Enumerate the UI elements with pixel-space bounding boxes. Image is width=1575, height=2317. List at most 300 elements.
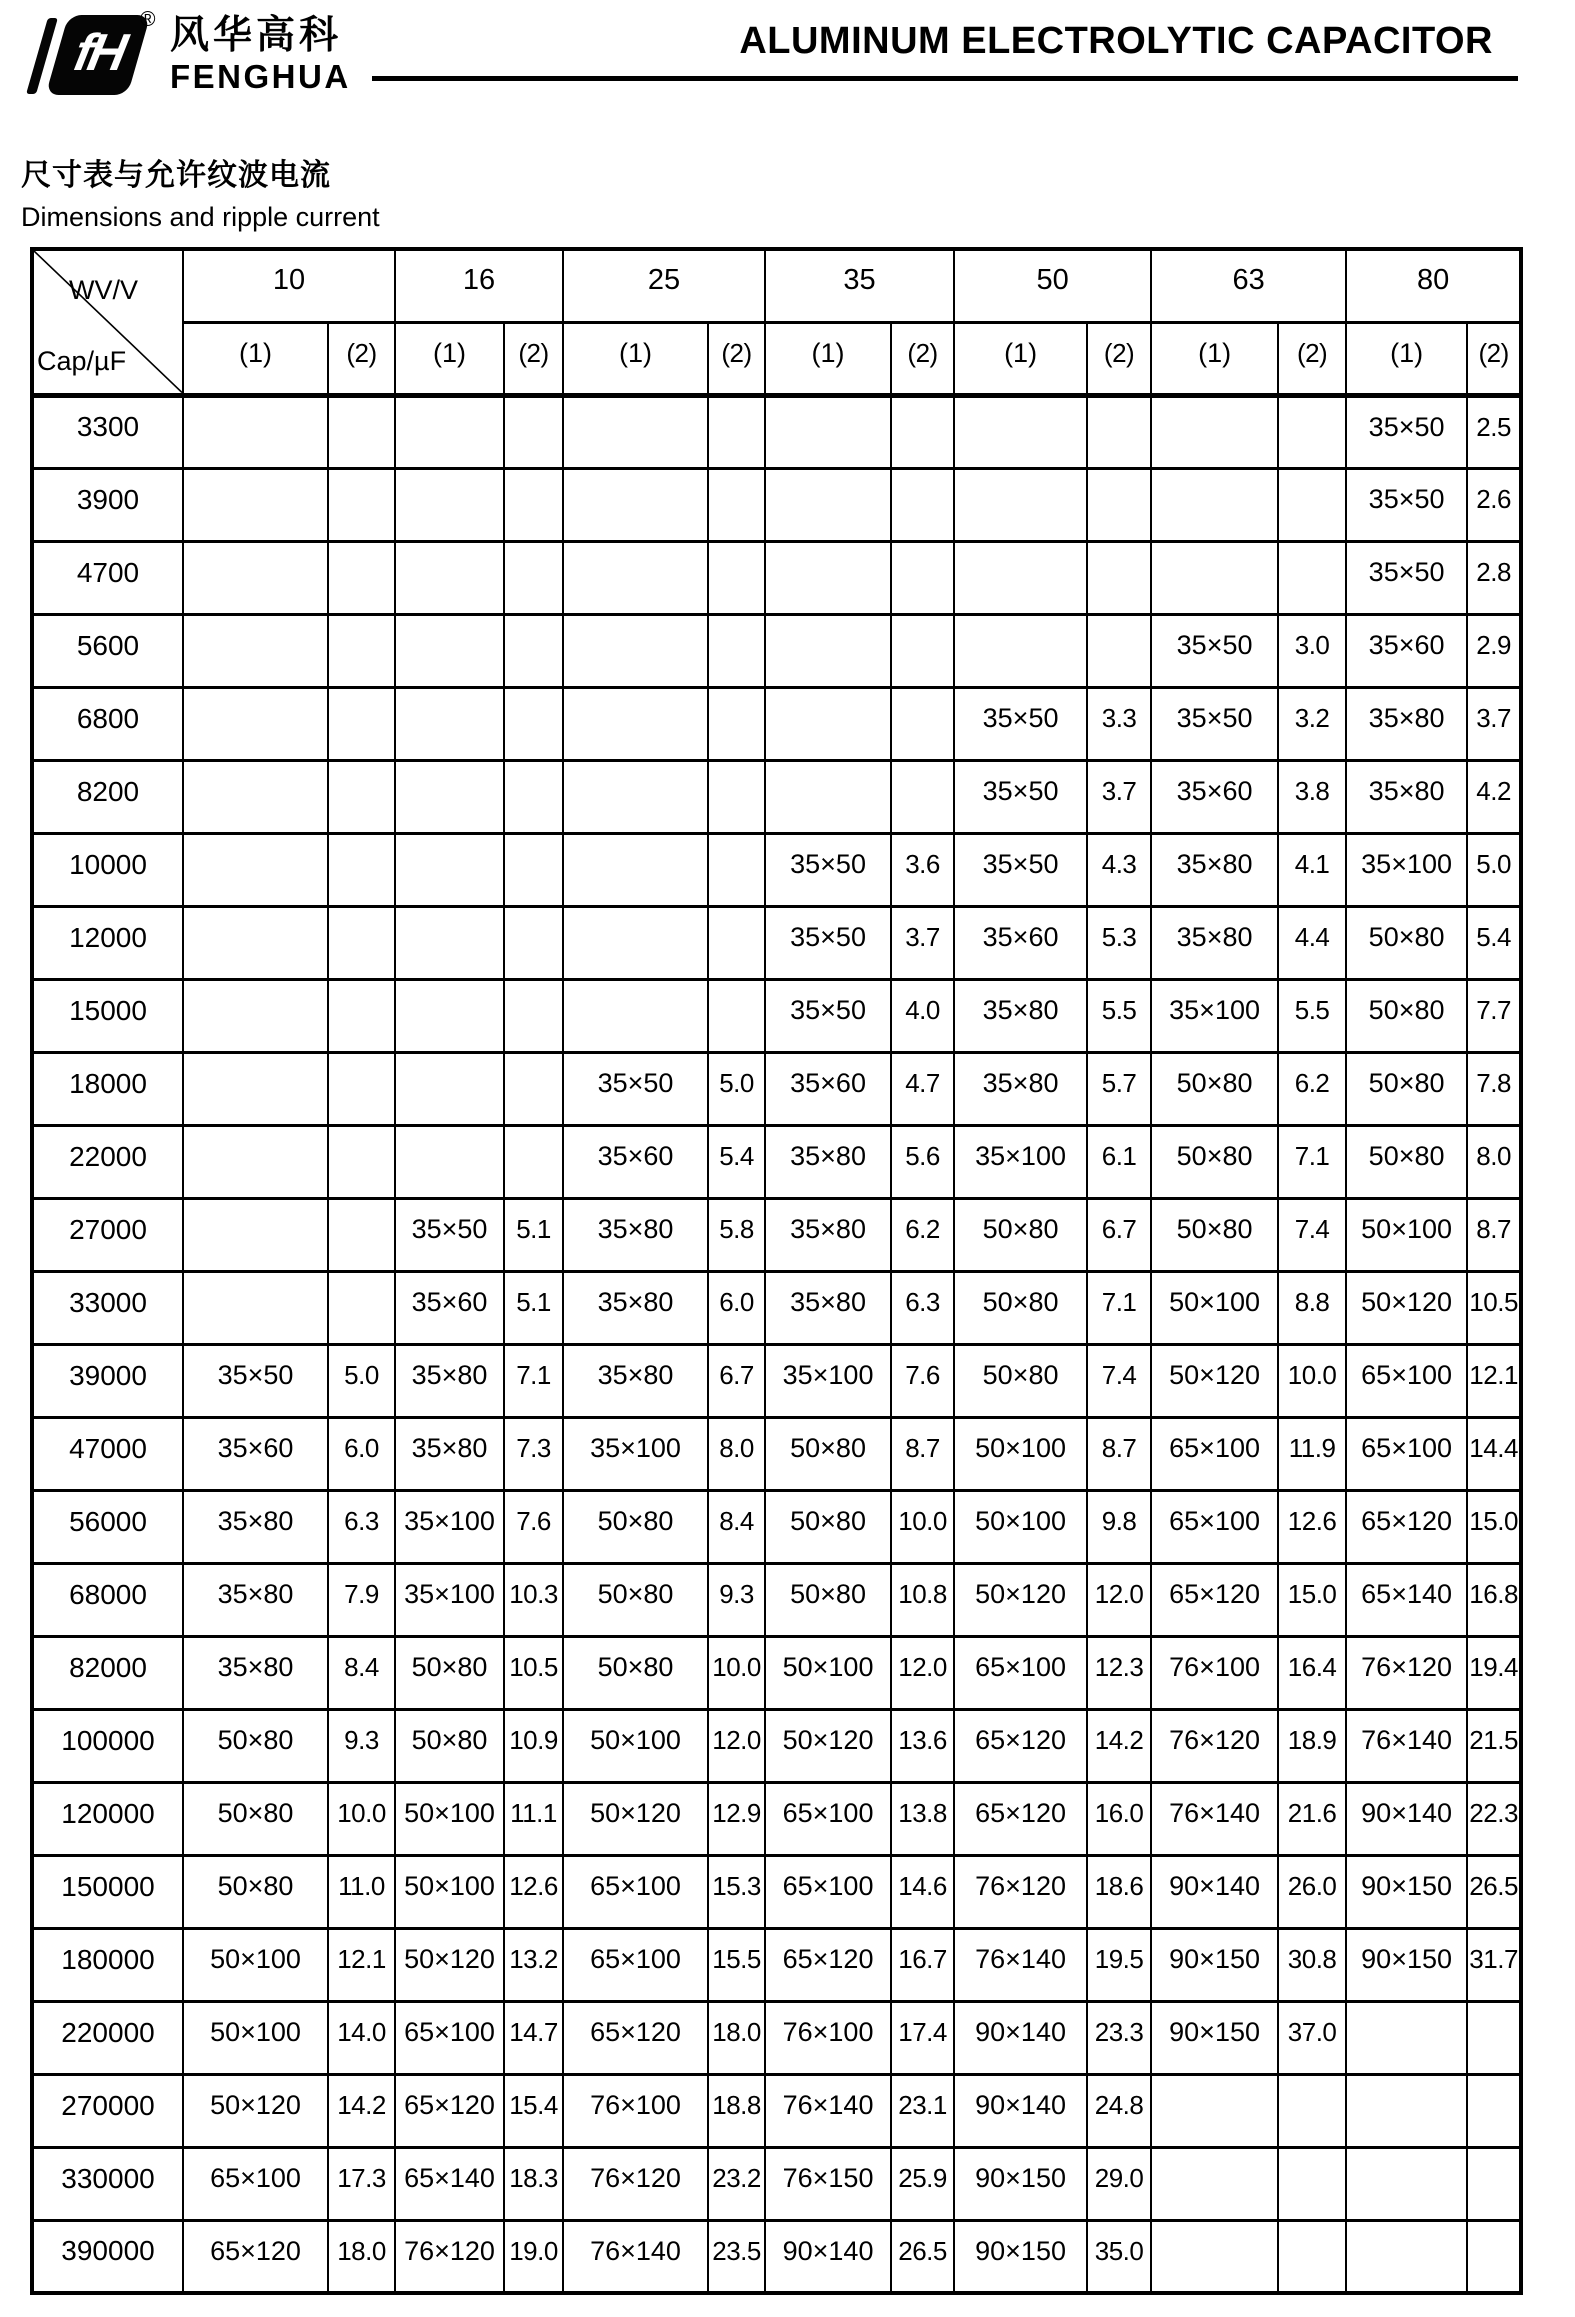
voltage-header-10: 10 [183,249,395,322]
ripple-current-cell: 10.0 [708,1636,765,1709]
ripple-current-cell: 14.2 [1087,1709,1151,1782]
subcol-label-3-1: (1) [563,322,708,395]
case-size-cell: 35×100 [395,1490,504,1563]
table-row [32,1271,1521,1344]
cap-value: 22000 [32,1125,183,1198]
ripple-current-cell [708,468,765,541]
ripple-current-cell: 12.0 [891,1636,954,1709]
ripple-current-cell: 19.0 [504,2220,563,2293]
ripple-current-cell: 3.7 [1087,760,1151,833]
ripple-current-cell: 30.8 [1278,1928,1346,2001]
ripple-current-cell [504,1052,563,1125]
ripple-current-cell: 4.2 [1467,760,1521,833]
case-size-cell: 35×80 [183,1636,328,1709]
case-size-cell: 50×100 [765,1636,891,1709]
ripple-current-cell: 26.5 [891,2220,954,2293]
ripple-current-cell: 26.0 [1278,1855,1346,1928]
ripple-current-cell: 6.7 [1087,1198,1151,1271]
ripple-current-cell: 10.8 [891,1563,954,1636]
case-size-cell [1151,541,1278,614]
ripple-current-cell [1087,395,1151,468]
ripple-current-cell [708,979,765,1052]
ripple-current-cell: 29.0 [1087,2147,1151,2220]
ripple-current-cell: 2.5 [1467,395,1521,468]
case-size-cell [1346,2074,1467,2147]
ripple-current-cell [891,687,954,760]
case-size-cell: 50×120 [1151,1344,1278,1417]
case-size-cell [183,1125,328,1198]
case-size-cell: 35×80 [395,1417,504,1490]
brand-name-latin: FENGHUA [170,57,351,95]
case-size-cell [563,395,708,468]
ripple-current-cell: 19.4 [1467,1636,1521,1709]
table-row [32,1563,1521,1636]
ripple-current-cell [328,760,395,833]
table-row [32,1709,1521,1782]
ripple-current-cell [708,687,765,760]
table-row [32,2220,1521,2293]
ripple-current-cell: 5.5 [1087,979,1151,1052]
subcol-label-2-1: (1) [395,322,504,395]
case-size-cell: 76×140 [1346,1709,1467,1782]
ripple-current-cell: 5.4 [708,1125,765,1198]
case-size-cell [1346,2001,1467,2074]
table-row [32,1125,1521,1198]
subcol-label-1-1: (1) [183,322,328,395]
case-size-cell: 35×80 [183,1490,328,1563]
ripple-current-cell: 7.6 [504,1490,563,1563]
ripple-current-cell: 19.5 [1087,1928,1151,2001]
table-row [32,687,1521,760]
case-size-cell: 76×120 [954,1855,1087,1928]
case-size-cell [765,687,891,760]
case-size-cell: 35×80 [563,1198,708,1271]
case-size-cell: 50×80 [1346,1125,1467,1198]
page-title: ALUMINUM ELECTROLYTIC CAPACITOR [739,20,1493,62]
ripple-current-cell: 14.0 [328,2001,395,2074]
case-size-cell: 35×80 [1346,760,1467,833]
ripple-current-cell [504,979,563,1052]
ripple-current-cell [891,614,954,687]
ripple-current-cell: 17.3 [328,2147,395,2220]
header-divider [372,76,1518,81]
ripple-current-cell: 16.0 [1087,1782,1151,1855]
ripple-current-cell: 5.5 [1278,979,1346,1052]
section-title-english: Dimensions and ripple current [21,202,380,232]
case-size-cell: 35×50 [765,979,891,1052]
case-size-cell [563,906,708,979]
case-size-cell: 35×50 [954,833,1087,906]
subcol-label-6-2: (2) [1278,322,1346,395]
case-size-cell: 90×140 [1151,1855,1278,1928]
ripple-current-cell [708,833,765,906]
case-size-cell: 35×80 [563,1271,708,1344]
case-size-cell: 65×120 [954,1709,1087,1782]
subheader-row [32,322,1521,395]
ripple-current-cell: 13.8 [891,1782,954,1855]
case-size-cell: 90×150 [1151,1928,1278,2001]
case-size-cell [563,687,708,760]
case-size-cell [1346,2220,1467,2293]
case-size-cell: 65×100 [1346,1417,1467,1490]
case-size-cell [395,687,504,760]
cap-value: 5600 [32,614,183,687]
case-size-cell [563,468,708,541]
ripple-current-cell: 5.1 [504,1198,563,1271]
case-size-cell: 50×120 [563,1782,708,1855]
case-size-cell [395,760,504,833]
case-size-cell: 50×80 [765,1563,891,1636]
case-size-cell [765,468,891,541]
case-size-cell: 65×100 [563,1928,708,2001]
brand-block [170,16,351,93]
ripple-current-cell: 12.6 [504,1855,563,1928]
case-size-cell: 35×80 [765,1198,891,1271]
table-row [32,1198,1521,1271]
case-size-cell [395,979,504,1052]
brand-name-chinese: 风华高科 [170,14,343,57]
case-size-cell [183,979,328,1052]
case-size-cell: 50×80 [563,1563,708,1636]
ripple-current-cell [328,833,395,906]
case-size-cell: 50×80 [183,1855,328,1928]
case-size-cell: 65×120 [1151,1563,1278,1636]
case-size-cell: 50×80 [765,1490,891,1563]
ripple-current-cell: 10.0 [328,1782,395,1855]
ripple-current-cell [328,1125,395,1198]
ripple-current-cell: 7.8 [1467,1052,1521,1125]
ripple-current-cell: 12.9 [708,1782,765,1855]
ripple-current-cell: 7.9 [328,1563,395,1636]
ripple-current-cell: 14.2 [328,2074,395,2147]
case-size-cell [1151,2074,1278,2147]
ripple-current-cell [328,1198,395,1271]
table-row [32,468,1521,541]
cap-value: 3300 [32,395,183,468]
ripple-current-cell: 8.7 [1467,1198,1521,1271]
case-size-cell: 65×100 [395,2001,504,2074]
ripple-current-cell: 6.2 [1278,1052,1346,1125]
ripple-current-cell: 6.3 [328,1490,395,1563]
cap-value: 4700 [32,541,183,614]
ripple-current-cell: 16.4 [1278,1636,1346,1709]
case-size-cell: 35×100 [395,1563,504,1636]
case-size-cell: 50×80 [954,1344,1087,1417]
case-size-cell [1151,468,1278,541]
ripple-current-cell: 3.0 [1278,614,1346,687]
ripple-current-cell [504,760,563,833]
ripple-current-cell: 6.3 [891,1271,954,1344]
case-size-cell: 35×80 [563,1344,708,1417]
ripple-current-cell [1087,541,1151,614]
case-size-cell: 50×80 [183,1782,328,1855]
table-row [32,614,1521,687]
ripple-current-cell: 10.5 [1467,1271,1521,1344]
case-size-cell: 35×60 [395,1271,504,1344]
table-row [32,2074,1521,2147]
voltage-header-35: 35 [765,249,954,322]
ripple-current-cell: 10.0 [1278,1344,1346,1417]
ripple-current-cell [1278,2074,1346,2147]
case-size-cell: 65×120 [765,1928,891,2001]
case-size-cell: 50×80 [954,1271,1087,1344]
case-size-cell: 65×100 [183,2147,328,2220]
ripple-current-cell: 4.7 [891,1052,954,1125]
case-size-cell: 50×100 [954,1417,1087,1490]
case-size-cell: 50×80 [395,1636,504,1709]
case-size-cell: 35×80 [954,979,1087,1052]
table-row [32,1928,1521,2001]
case-size-cell: 76×140 [563,2220,708,2293]
ripple-current-cell [891,760,954,833]
case-size-cell: 35×50 [765,833,891,906]
ripple-current-cell: 15.5 [708,1928,765,2001]
cap-value: 3900 [32,468,183,541]
case-size-cell: 76×120 [395,2220,504,2293]
ripple-current-cell: 35.0 [1087,2220,1151,2293]
case-size-cell [395,833,504,906]
subcol-label-2-2: (2) [504,322,563,395]
ripple-current-cell: 13.2 [504,1928,563,2001]
case-size-cell: 35×50 [1346,468,1467,541]
case-size-cell: 35×60 [954,906,1087,979]
case-size-cell: 76×150 [765,2147,891,2220]
table-body [32,395,1521,2293]
case-size-cell [1346,2147,1467,2220]
case-size-cell: 65×100 [563,1855,708,1928]
ripple-current-cell: 2.6 [1467,468,1521,541]
ripple-current-cell: 10.9 [504,1709,563,1782]
case-size-cell [954,541,1087,614]
ripple-current-cell: 21.6 [1278,1782,1346,1855]
ripple-current-cell: 6.2 [891,1198,954,1271]
ripple-current-cell: 11.9 [1278,1417,1346,1490]
case-size-cell: 50×80 [954,1198,1087,1271]
case-size-cell: 90×150 [1346,1928,1467,2001]
case-size-cell [183,541,328,614]
ripple-current-cell: 8.0 [708,1417,765,1490]
ripple-current-cell [891,468,954,541]
table-row [32,1490,1521,1563]
ripple-current-cell: 12.0 [708,1709,765,1782]
ripple-current-cell: 8.4 [328,1636,395,1709]
ripple-current-cell [504,395,563,468]
case-size-cell: 50×120 [183,2074,328,2147]
dimensions-ripple-table [30,247,1523,2295]
ripple-current-cell: 5.1 [504,1271,563,1344]
ripple-current-cell: 18.0 [708,2001,765,2074]
cap-value: 150000 [32,1855,183,1928]
case-size-cell: 90×150 [1151,2001,1278,2074]
ripple-current-cell [328,1052,395,1125]
case-size-cell: 90×140 [954,2001,1087,2074]
case-size-cell: 50×120 [954,1563,1087,1636]
ripple-current-cell: 3.6 [891,833,954,906]
voltage-header-80: 80 [1346,249,1521,322]
case-size-cell: 35×60 [1346,614,1467,687]
case-size-cell: 35×100 [1346,833,1467,906]
ripple-current-cell: 18.9 [1278,1709,1346,1782]
case-size-cell: 35×80 [395,1344,504,1417]
case-size-cell: 50×80 [395,1709,504,1782]
case-size-cell [765,614,891,687]
ripple-current-cell: 5.8 [708,1198,765,1271]
case-size-cell: 76×120 [1151,1709,1278,1782]
case-size-cell: 76×140 [765,2074,891,2147]
cap-value: 27000 [32,1198,183,1271]
case-size-cell: 76×140 [1151,1782,1278,1855]
table-row [32,1782,1521,1855]
case-size-cell: 65×100 [765,1782,891,1855]
case-size-cell [183,614,328,687]
case-size-cell: 35×60 [765,1052,891,1125]
cap-value: 6800 [32,687,183,760]
ripple-current-cell: 15.0 [1278,1563,1346,1636]
ripple-current-cell: 31.7 [1467,1928,1521,2001]
case-size-cell: 65×120 [395,2074,504,2147]
ripple-current-cell: 8.8 [1278,1271,1346,1344]
ripple-current-cell [504,1125,563,1198]
ripple-current-cell: 4.3 [1087,833,1151,906]
ripple-current-cell [1467,2220,1521,2293]
case-size-cell [395,906,504,979]
case-size-cell: 50×80 [1346,1052,1467,1125]
ripple-current-cell: 21.5 [1467,1709,1521,1782]
case-size-cell: 35×80 [1151,906,1278,979]
ripple-current-cell: 13.6 [891,1709,954,1782]
subcol-label-7-1: (1) [1346,322,1467,395]
case-size-cell: 35×100 [765,1344,891,1417]
case-size-cell [183,1271,328,1344]
cap-value: 56000 [32,1490,183,1563]
table-row [32,395,1521,468]
case-size-cell: 76×140 [954,1928,1087,2001]
ripple-current-cell [708,614,765,687]
ripple-current-cell: 15.3 [708,1855,765,1928]
logo-monogram-text: fH [69,24,128,82]
ripple-current-cell: 5.0 [708,1052,765,1125]
ripple-current-cell [328,468,395,541]
ripple-current-cell: 17.4 [891,2001,954,2074]
ripple-current-cell: 9.3 [708,1563,765,1636]
voltage-header-16: 16 [395,249,563,322]
cap-axis-label: Cap/µF [37,345,127,376]
fenghua-logo-icon [25,15,145,97]
case-size-cell: 50×80 [563,1636,708,1709]
cap-value: 100000 [32,1709,183,1782]
ripple-current-cell: 8.0 [1467,1125,1521,1198]
case-size-cell [563,541,708,614]
case-size-cell: 65×120 [1346,1490,1467,1563]
ripple-current-cell: 7.1 [1278,1125,1346,1198]
case-size-cell: 35×50 [1346,541,1467,614]
ripple-current-cell [1278,2147,1346,2220]
ripple-current-cell: 15.4 [504,2074,563,2147]
case-size-cell: 65×140 [395,2147,504,2220]
case-size-cell: 50×80 [1151,1052,1278,1125]
table-row [32,1052,1521,1125]
cap-value: 120000 [32,1782,183,1855]
ripple-current-cell [504,468,563,541]
case-size-cell: 50×80 [1151,1125,1278,1198]
ripple-current-cell: 16.8 [1467,1563,1521,1636]
case-size-cell [183,1052,328,1125]
wv-axis-label: WV/V [68,275,138,305]
ripple-current-cell: 5.7 [1087,1052,1151,1125]
case-size-cell [954,395,1087,468]
ripple-current-cell [504,687,563,760]
ripple-current-cell: 18.8 [708,2074,765,2147]
case-size-cell [183,687,328,760]
ripple-current-cell: 8.4 [708,1490,765,1563]
case-size-cell: 50×80 [1346,979,1467,1052]
case-size-cell: 35×80 [183,1563,328,1636]
ripple-current-cell: 6.0 [708,1271,765,1344]
case-size-cell: 50×100 [954,1490,1087,1563]
case-size-cell: 35×80 [1346,687,1467,760]
case-size-cell [563,833,708,906]
voltage-header-25: 25 [563,249,765,322]
cap-value: 8200 [32,760,183,833]
case-size-cell: 65×100 [1346,1344,1467,1417]
case-size-cell [183,468,328,541]
case-size-cell: 65×100 [954,1636,1087,1709]
case-size-cell: 50×100 [183,1928,328,2001]
ripple-current-cell [328,979,395,1052]
table-row [32,541,1521,614]
case-size-cell: 50×120 [1346,1271,1467,1344]
case-size-cell: 35×50 [954,760,1087,833]
ripple-current-cell: 4.1 [1278,833,1346,906]
ripple-current-cell: 12.3 [1087,1636,1151,1709]
ripple-current-cell: 4.4 [1278,906,1346,979]
case-size-cell: 76×100 [1151,1636,1278,1709]
case-size-cell: 35×60 [183,1417,328,1490]
ripple-current-cell [504,541,563,614]
cap-value: 220000 [32,2001,183,2074]
case-size-cell [765,760,891,833]
case-size-cell: 35×50 [563,1052,708,1125]
case-size-cell [183,1198,328,1271]
ripple-current-cell [1467,2147,1521,2220]
case-size-cell: 90×150 [954,2147,1087,2220]
case-size-cell: 90×150 [1346,1855,1467,1928]
voltage-header-50: 50 [954,249,1151,322]
case-size-cell: 50×120 [765,1709,891,1782]
case-size-cell [563,614,708,687]
ripple-current-cell [328,541,395,614]
ripple-current-cell: 11.0 [328,1855,395,1928]
cap-value: 39000 [32,1344,183,1417]
case-size-cell [954,468,1087,541]
ripple-current-cell: 9.3 [328,1709,395,1782]
ripple-current-cell: 2.8 [1467,541,1521,614]
ripple-current-cell: 3.7 [1467,687,1521,760]
ripple-current-cell: 12.1 [1467,1344,1521,1417]
case-size-cell [183,760,328,833]
ripple-current-cell [504,614,563,687]
ripple-current-cell: 23.1 [891,2074,954,2147]
case-size-cell: 50×100 [1151,1271,1278,1344]
cap-value: 33000 [32,1271,183,1344]
ripple-current-cell: 6.0 [328,1417,395,1490]
case-size-cell: 76×100 [563,2074,708,2147]
case-size-cell: 35×80 [765,1271,891,1344]
case-size-cell: 90×140 [954,2074,1087,2147]
case-size-cell: 50×80 [183,1709,328,1782]
cap-value: 47000 [32,1417,183,1490]
ripple-current-cell: 10.5 [504,1636,563,1709]
